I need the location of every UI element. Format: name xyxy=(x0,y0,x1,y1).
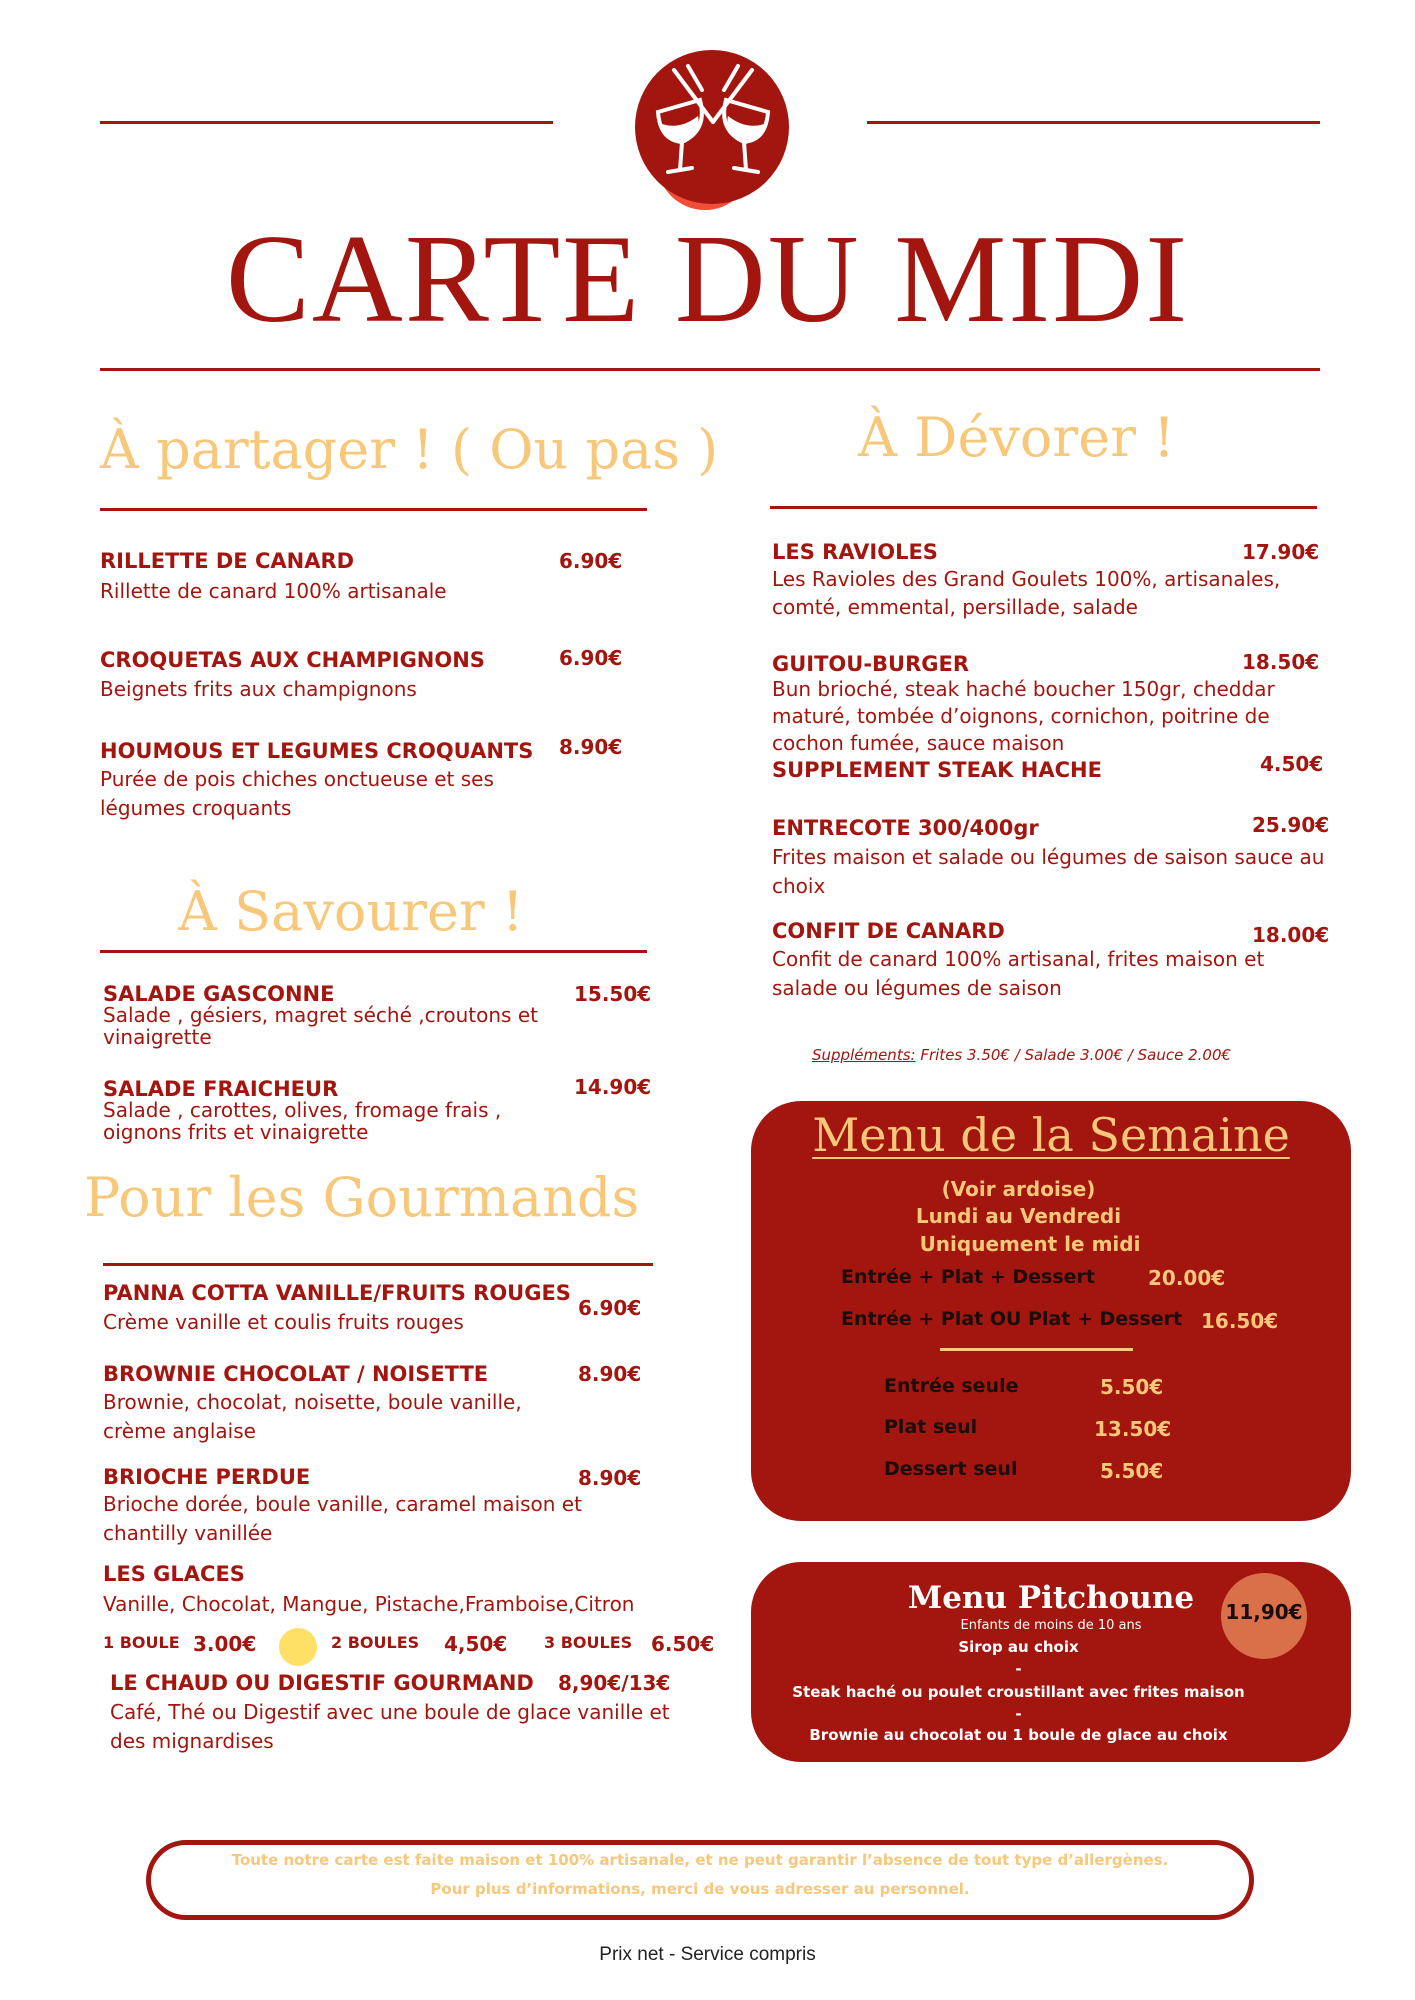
item-name: GUITOU-BURGER xyxy=(772,652,970,676)
item-name: HOUMOUS ET LEGUMES CROQUANTS xyxy=(100,739,534,763)
item-price: 17.90€ xyxy=(1242,540,1320,564)
section-heading-partager: À partager ! ( Ou pas ) xyxy=(100,418,719,481)
item-name: SUPPLEMENT STEAK HACHE xyxy=(772,758,1102,782)
supplements-line xyxy=(812,1046,1231,1064)
item-description: Bun brioché, steak haché boucher 150gr, cheddar maturé, tombée d’oignons, cornichon, poitrine de cochon fumée, sauce maison xyxy=(772,677,1275,755)
item-price: 4.50€ xyxy=(1260,752,1324,776)
item-description: Brownie, chocolat, noisette, boule vanille, crème anglaise xyxy=(103,1390,522,1443)
menu-row-label: Dessert seul xyxy=(884,1458,1018,1480)
pitchoune-separator: - xyxy=(1015,1705,1022,1723)
page-title: CARTE DU MIDI xyxy=(225,210,1190,349)
item-price: 14.90€ xyxy=(574,1075,652,1099)
gourmands-rule xyxy=(103,1263,653,1266)
menu-row-price: 20.00€ xyxy=(1148,1266,1226,1290)
menu-row-price: 5.50€ xyxy=(1100,1459,1164,1483)
menu-row-price: 5.50€ xyxy=(1100,1375,1164,1399)
item-name: SALADE GASCONNE xyxy=(103,982,335,1006)
allergen-notice-line: Toute notre carte est faite maison et 100% artisanale, et ne peut garantir l’absence de tout type d’allergènes. xyxy=(231,1851,1169,1869)
service-note: Prix net - Service compris xyxy=(599,1944,816,1965)
menu-semaine-divider xyxy=(940,1348,1133,1351)
pitchoune-line: Steak haché ou poulet croustillant avec frites maison xyxy=(792,1683,1245,1701)
menu-pitchoune-subtitle: Enfants de moins de 10 ans xyxy=(960,1618,1142,1633)
item-name: BROWNIE CHOCOLAT / NOISETTE xyxy=(103,1362,489,1386)
boule-label: 2 BOULES xyxy=(331,1633,420,1652)
item-description: Café, Thé ou Digestif avec une boule de glace vanille et des mignardises xyxy=(110,1700,670,1753)
menu-semaine-line: Lundi au Vendredi xyxy=(915,1204,1122,1228)
item-name: BRIOCHE PERDUE xyxy=(103,1465,311,1489)
pitchoune-line: Sirop au choix xyxy=(958,1638,1079,1656)
menu-row-price: 13.50€ xyxy=(1094,1417,1172,1441)
item-price: 6.90€ xyxy=(559,549,623,573)
item-description: Purée de pois chiches onctueuse et ses légumes croquants xyxy=(100,767,494,820)
header-rule-left xyxy=(100,121,553,124)
section-heading-gourmands: Pour les Gourmands xyxy=(84,1166,640,1229)
item-price: 18.50€ xyxy=(1242,650,1320,674)
menu-semaine-line: Uniquement le midi xyxy=(919,1232,1141,1256)
item-description: Brioche dorée, boule vanille, caramel maison et chantilly vanillée xyxy=(103,1492,582,1545)
pitchoune-line: Brownie au chocolat ou 1 boule de glace au choix xyxy=(809,1726,1228,1744)
item-price: 15.50€ xyxy=(574,982,652,1006)
item-price: 8.90€ xyxy=(559,735,623,759)
item-name: RILLETTE DE CANARD xyxy=(100,549,355,573)
menu-row-label: Entrée + Plat + Dessert xyxy=(841,1266,1095,1288)
boule-label: 3 BOULES xyxy=(544,1633,633,1652)
item-description: Crème vanille et coulis fruits rouges xyxy=(103,1310,464,1334)
item-description: Confit de canard 100% artisanal, frites maison et salade ou légumes de saison xyxy=(772,947,1265,1000)
menu-semaine-line: (Voir ardoise) xyxy=(941,1177,1096,1201)
item-name: PANNA COTTA VANILLE/FRUITS ROUGES xyxy=(103,1281,571,1305)
item-name: LE CHAUD OU DIGESTIF GOURMAND xyxy=(110,1671,534,1695)
devorer-rule xyxy=(770,506,1317,509)
menu-row-label: Entrée + Plat OU Plat + Dessert xyxy=(841,1308,1183,1330)
supplements-label: Suppléments: xyxy=(812,1046,916,1064)
menu-row-price: 16.50€ xyxy=(1201,1309,1279,1333)
pitchoune-price: 11,90€ xyxy=(1225,1600,1303,1624)
wine-glasses-logo-icon xyxy=(610,50,810,220)
item-name: LES RAVIOLES xyxy=(772,540,938,564)
partager-rule xyxy=(100,508,647,511)
item-name: LES GLACES xyxy=(103,1562,245,1586)
item-description: Les Ravioles des Grand Goulets 100%, artisanales, comté, emmental, persillade, salade xyxy=(772,567,1281,619)
item-price: 8,90€/13€ xyxy=(558,1671,671,1695)
menu-pitchoune-title: Menu Pitchoune xyxy=(907,1580,1195,1616)
item-price: 8.90€ xyxy=(578,1466,642,1490)
item-price: 6.90€ xyxy=(578,1296,642,1320)
glaces-prices xyxy=(103,1630,723,1660)
item-description: Beignets frits aux champignons xyxy=(100,677,417,701)
menu-row-label: Entrée seule xyxy=(884,1375,1019,1397)
title-rule xyxy=(100,368,1320,371)
item-description: Rillette de canard 100% artisanale xyxy=(100,579,447,603)
item-name: CONFIT DE CANARD xyxy=(772,919,1005,943)
item-name: SALADE FRAICHEUR xyxy=(103,1077,339,1101)
section-heading-savourer: À Savourer ! xyxy=(178,880,524,943)
yellow-dot-icon xyxy=(279,1628,317,1666)
item-name: CROQUETAS AUX CHAMPIGNONS xyxy=(100,648,485,672)
boule-label: 1 BOULE xyxy=(103,1633,180,1652)
item-description: Vanille, Chocolat, Mangue, Pistache,Framboise,Citron xyxy=(103,1592,635,1616)
pitchoune-separator: - xyxy=(1015,1660,1022,1678)
section-heading-devorer: À Dévorer ! xyxy=(858,406,1175,469)
savourer-rule xyxy=(100,950,647,953)
boule-price: 6.50€ xyxy=(651,1632,715,1656)
item-description: Salade , gésiers, magret séché ,croutons et vinaigrette xyxy=(103,1003,538,1049)
item-name: ENTRECOTE 300/400gr xyxy=(772,816,1039,840)
menu-row-label: Plat seul xyxy=(884,1416,978,1438)
supplements-text: Frites 3.50€ / Salade 3.00€ / Sauce 2.00€ xyxy=(915,1046,1232,1064)
item-price: 18.00€ xyxy=(1252,923,1330,947)
item-price: 8.90€ xyxy=(578,1362,642,1386)
allergen-notice-line: Pour plus d’informations, merci de vous adresser au personnel. xyxy=(430,1880,970,1898)
menu-semaine-title: Menu de la Semaine xyxy=(812,1108,1290,1162)
item-price: 25.90€ xyxy=(1252,813,1330,837)
item-description: Frites maison et salade ou légumes de saison sauce au choix xyxy=(772,845,1325,898)
boule-price: 3.00€ xyxy=(193,1632,257,1656)
header-rule-right xyxy=(867,121,1320,124)
item-description: Salade , carottes, olives, fromage frais , oignons frits et vinaigrette xyxy=(103,1098,502,1144)
item-price: 6.90€ xyxy=(559,646,623,670)
boule-price: 4,50€ xyxy=(444,1632,508,1656)
